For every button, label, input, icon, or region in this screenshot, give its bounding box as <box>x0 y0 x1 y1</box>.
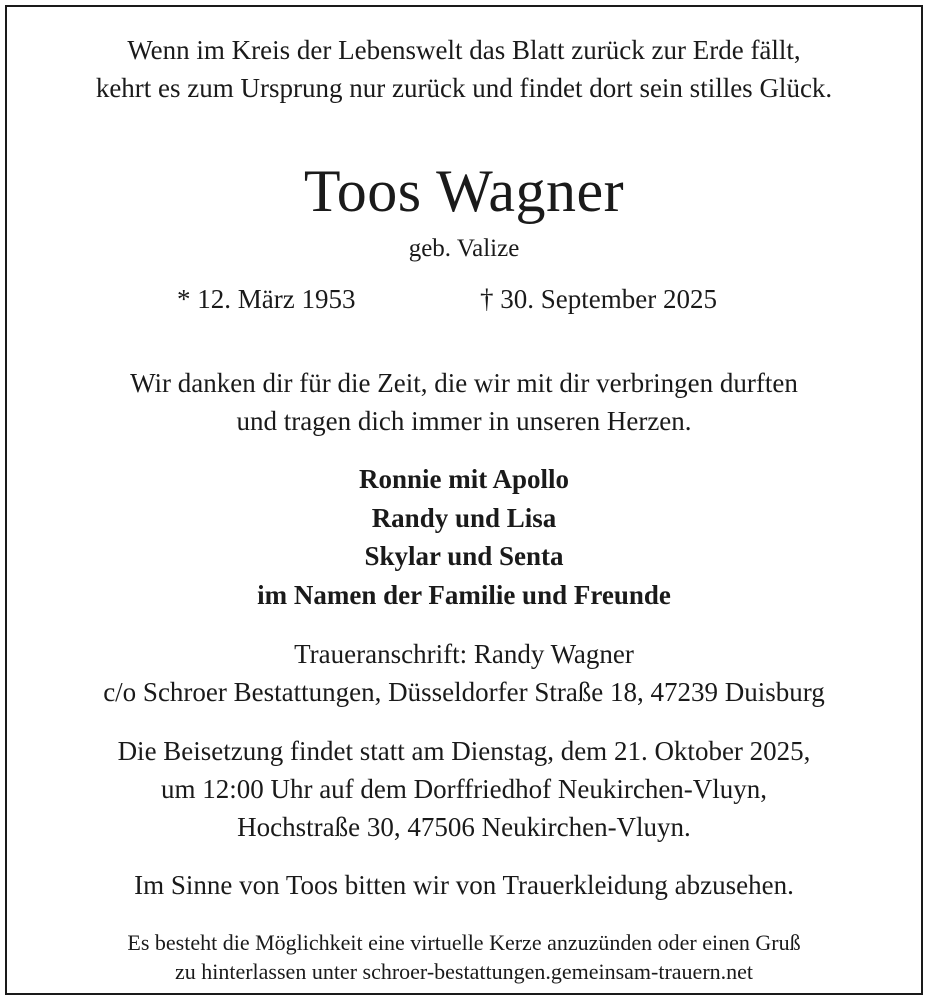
funeral-line-3: Hochstraße 30, 47506 Neukirchen-Vluyn. <box>237 812 691 842</box>
mourner-name: im Namen der Familie und Freunde <box>257 580 671 610</box>
online-condolence-line-2: zu hinterlassen unter schroer-bestattungen.gemeinsam-trauern.net <box>174 959 754 984</box>
dates-row <box>7 286 921 316</box>
birth-date: * 12. März 1953 <box>177 284 356 314</box>
deceased-name: Toos Wagner <box>303 158 625 224</box>
death-date: † 30. September 2025 <box>480 284 717 314</box>
funeral-line-1: Die Beisetzung findet statt am Dienstag, dem 21. Oktober 2025, <box>117 736 811 766</box>
funeral-line-2: um 12:00 Uhr auf dem Dorffriedhof Neukirchen-Vluyn, <box>160 774 768 804</box>
maiden-name: geb. Valize <box>408 235 520 262</box>
online-condolence-line-1: Es besteht die Möglichkeit eine virtuelle Kerze anzuzünden oder einen Gruß <box>127 930 801 955</box>
mourner-name: Randy und Lisa <box>371 503 557 533</box>
obituary-notice <box>5 5 923 995</box>
mourner-name: Skylar und Senta <box>364 541 564 571</box>
address-line-1: Traueranschrift: Randy Wagner <box>294 639 634 669</box>
thanks-line-2: und tragen dich immer in unseren Herzen. <box>236 406 692 436</box>
attire-note: Im Sinne von Toos bitten wir von Trauerkleidung abzusehen. <box>134 870 794 900</box>
address-line-2: c/o Schroer Bestattungen, Düsseldorfer Straße 18, 47239 Duisburg <box>103 677 825 707</box>
thanks-line-1: Wir danken dir für die Zeit, die wir mit dir verbringen durften <box>130 368 798 398</box>
poem-line-1: Wenn im Kreis der Lebenswelt das Blatt zurück zur Erde fällt, <box>127 35 801 65</box>
poem-line-2: kehrt es zum Ursprung nur zurück und findet dort sein stilles Glück. <box>95 73 833 103</box>
mourner-name: Ronnie mit Apollo <box>358 464 570 494</box>
